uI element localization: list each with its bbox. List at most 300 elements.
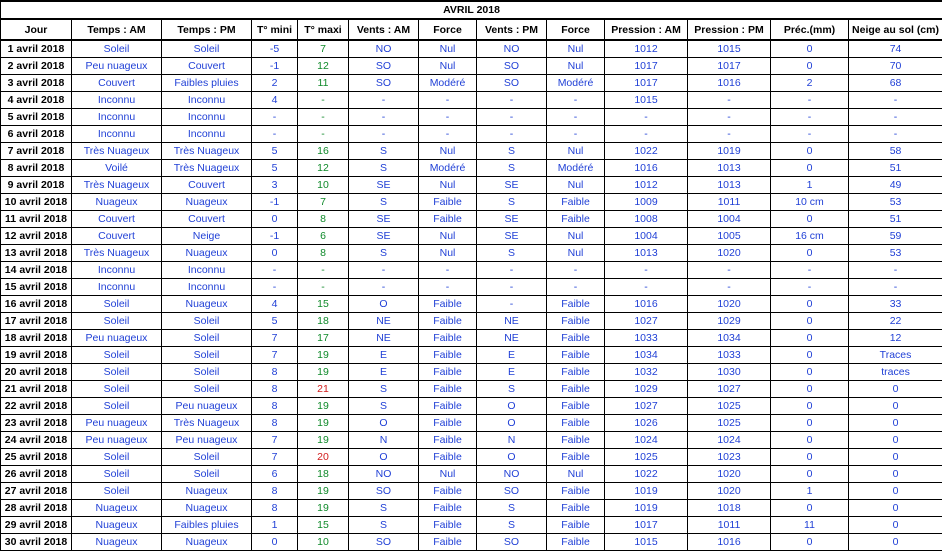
- cell-force-pm: Modéré: [547, 75, 605, 92]
- cell-force-pm: Faible: [547, 194, 605, 211]
- cell-wind-pm: SO: [477, 483, 547, 500]
- cell-force-am: Modéré: [419, 160, 477, 177]
- cell-precip: -: [771, 279, 849, 296]
- cell-pressure-am: 1015: [605, 92, 688, 109]
- cell-weather-pm: Faibles pluies: [162, 517, 252, 534]
- cell-force-am: Faible: [419, 432, 477, 449]
- cell-day: 13 avril 2018: [1, 245, 72, 262]
- cell-wind-am: NO: [349, 40, 419, 58]
- cell-wind-pm: NO: [477, 40, 547, 58]
- cell-temp-min: -: [252, 262, 298, 279]
- cell-pressure-am: 1032: [605, 364, 688, 381]
- cell-pressure-am: 1016: [605, 296, 688, 313]
- cell-pressure-pm: 1016: [688, 534, 771, 551]
- cell-pressure-pm: -: [688, 279, 771, 296]
- cell-temp-max: -: [298, 109, 349, 126]
- cell-force-pm: -: [547, 262, 605, 279]
- cell-wind-pm: O: [477, 415, 547, 432]
- cell-wind-pm: NE: [477, 313, 547, 330]
- cell-snow: 0: [849, 449, 942, 466]
- cell-wind-am: -: [349, 126, 419, 143]
- cell-force-am: Nul: [419, 58, 477, 75]
- cell-snow: 68: [849, 75, 942, 92]
- cell-day: 7 avril 2018: [1, 143, 72, 160]
- table-row: [1, 483, 942, 500]
- cell-force-pm: -: [547, 126, 605, 143]
- cell-snow: -: [849, 92, 942, 109]
- cell-temp-max: 8: [298, 245, 349, 262]
- cell-wind-am: SO: [349, 534, 419, 551]
- cell-wind-pm: S: [477, 245, 547, 262]
- table-row: [1, 381, 942, 398]
- table-row: [1, 160, 942, 177]
- cell-temp-max: 8: [298, 211, 349, 228]
- cell-pressure-pm: 1004: [688, 211, 771, 228]
- cell-force-pm: Faible: [547, 432, 605, 449]
- cell-weather-am: Voilé: [72, 160, 162, 177]
- cell-precip: -: [771, 262, 849, 279]
- cell-temp-min: 8: [252, 364, 298, 381]
- cell-temp-max: -: [298, 92, 349, 109]
- cell-force-am: Faible: [419, 415, 477, 432]
- cell-wind-pm: E: [477, 364, 547, 381]
- cell-precip: 0: [771, 500, 849, 517]
- cell-temp-max: 12: [298, 58, 349, 75]
- cell-temp-min: 5: [252, 143, 298, 160]
- cell-force-am: -: [419, 109, 477, 126]
- cell-snow: 74: [849, 40, 942, 58]
- cell-weather-am: Couvert: [72, 228, 162, 245]
- cell-weather-am: Nuageux: [72, 500, 162, 517]
- cell-pressure-pm: 1005: [688, 228, 771, 245]
- cell-precip: 16 cm: [771, 228, 849, 245]
- table-row: [1, 449, 942, 466]
- cell-pressure-am: -: [605, 126, 688, 143]
- cell-force-pm: -: [547, 279, 605, 296]
- cell-wind-pm: SE: [477, 228, 547, 245]
- cell-force-pm: Faible: [547, 534, 605, 551]
- cell-pressure-am: -: [605, 262, 688, 279]
- cell-temp-min: 7: [252, 330, 298, 347]
- table-row: [1, 534, 942, 551]
- cell-weather-am: Soleil: [72, 381, 162, 398]
- cell-weather-am: Très Nuageux: [72, 143, 162, 160]
- cell-wind-am: NE: [349, 330, 419, 347]
- header-weather-pm: Temps : PM: [162, 19, 252, 40]
- cell-day: 6 avril 2018: [1, 126, 72, 143]
- cell-precip: 0: [771, 160, 849, 177]
- cell-snow: 0: [849, 398, 942, 415]
- cell-pressure-pm: -: [688, 92, 771, 109]
- cell-weather-pm: Nuageux: [162, 245, 252, 262]
- cell-wind-pm: -: [477, 109, 547, 126]
- cell-snow: 12: [849, 330, 942, 347]
- cell-pressure-am: 1027: [605, 313, 688, 330]
- cell-temp-max: 15: [298, 517, 349, 534]
- cell-force-pm: Faible: [547, 381, 605, 398]
- cell-pressure-am: 1024: [605, 432, 688, 449]
- cell-wind-am: SE: [349, 228, 419, 245]
- cell-weather-pm: Inconnu: [162, 109, 252, 126]
- cell-force-pm: Nul: [547, 40, 605, 58]
- cell-temp-max: 10: [298, 177, 349, 194]
- cell-wind-pm: S: [477, 381, 547, 398]
- table-row: [1, 415, 942, 432]
- cell-force-pm: Faible: [547, 483, 605, 500]
- cell-day: 20 avril 2018: [1, 364, 72, 381]
- cell-pressure-pm: 1016: [688, 75, 771, 92]
- cell-precip: 11: [771, 517, 849, 534]
- cell-wind-pm: SE: [477, 211, 547, 228]
- cell-temp-min: 4: [252, 92, 298, 109]
- cell-weather-pm: Très Nuageux: [162, 160, 252, 177]
- cell-snow: 0: [849, 483, 942, 500]
- cell-temp-max: 6: [298, 228, 349, 245]
- cell-weather-am: Soleil: [72, 40, 162, 58]
- cell-pressure-am: 1009: [605, 194, 688, 211]
- cell-force-pm: Nul: [547, 177, 605, 194]
- cell-wind-pm: -: [477, 126, 547, 143]
- cell-wind-am: S: [349, 143, 419, 160]
- table-row: [1, 330, 942, 347]
- cell-day: 22 avril 2018: [1, 398, 72, 415]
- cell-wind-am: S: [349, 245, 419, 262]
- cell-precip: 0: [771, 347, 849, 364]
- cell-pressure-am: 1033: [605, 330, 688, 347]
- cell-pressure-am: -: [605, 279, 688, 296]
- cell-temp-max: 11: [298, 75, 349, 92]
- cell-weather-pm: Inconnu: [162, 92, 252, 109]
- cell-day: 28 avril 2018: [1, 500, 72, 517]
- cell-pressure-pm: 1020: [688, 466, 771, 483]
- cell-snow: 0: [849, 500, 942, 517]
- cell-pressure-am: 1017: [605, 58, 688, 75]
- cell-temp-min: 8: [252, 415, 298, 432]
- cell-weather-am: Nuageux: [72, 517, 162, 534]
- cell-wind-am: -: [349, 279, 419, 296]
- cell-force-am: Faible: [419, 449, 477, 466]
- header-temp-max: T° maxi: [298, 19, 349, 40]
- cell-pressure-am: 1026: [605, 415, 688, 432]
- cell-temp-max: 19: [298, 347, 349, 364]
- cell-temp-min: 8: [252, 398, 298, 415]
- cell-weather-pm: Soleil: [162, 364, 252, 381]
- table-row: [1, 75, 942, 92]
- cell-pressure-am: -: [605, 109, 688, 126]
- cell-precip: 0: [771, 211, 849, 228]
- cell-temp-min: 0: [252, 211, 298, 228]
- cell-precip: -: [771, 92, 849, 109]
- cell-force-pm: Nul: [547, 58, 605, 75]
- cell-day: 15 avril 2018: [1, 279, 72, 296]
- cell-wind-am: E: [349, 347, 419, 364]
- cell-pressure-pm: -: [688, 262, 771, 279]
- cell-wind-am: -: [349, 262, 419, 279]
- cell-pressure-am: 1034: [605, 347, 688, 364]
- table-row: [1, 313, 942, 330]
- cell-force-am: Faible: [419, 296, 477, 313]
- cell-pressure-pm: 1020: [688, 483, 771, 500]
- cell-force-pm: Faible: [547, 313, 605, 330]
- cell-pressure-pm: 1015: [688, 40, 771, 58]
- cell-wind-pm: O: [477, 449, 547, 466]
- header-weather-am: Temps : AM: [72, 19, 162, 40]
- cell-precip: 2: [771, 75, 849, 92]
- cell-weather-am: Inconnu: [72, 262, 162, 279]
- cell-temp-min: 7: [252, 432, 298, 449]
- cell-wind-am: S: [349, 500, 419, 517]
- cell-weather-am: Couvert: [72, 211, 162, 228]
- cell-temp-min: -: [252, 279, 298, 296]
- cell-force-am: Nul: [419, 40, 477, 58]
- cell-pressure-pm: 1023: [688, 449, 771, 466]
- cell-weather-am: Inconnu: [72, 126, 162, 143]
- cell-pressure-pm: -: [688, 126, 771, 143]
- cell-temp-min: -1: [252, 194, 298, 211]
- header-precip: Préc.(mm): [771, 19, 849, 40]
- cell-precip: 0: [771, 364, 849, 381]
- cell-force-pm: Faible: [547, 330, 605, 347]
- cell-temp-min: 4: [252, 296, 298, 313]
- cell-pressure-am: 1019: [605, 483, 688, 500]
- cell-weather-am: Peu nuageux: [72, 432, 162, 449]
- cell-weather-pm: Soleil: [162, 313, 252, 330]
- cell-day: 16 avril 2018: [1, 296, 72, 313]
- cell-pressure-am: 1022: [605, 466, 688, 483]
- cell-precip: 10 cm: [771, 194, 849, 211]
- cell-day: 21 avril 2018: [1, 381, 72, 398]
- cell-snow: -: [849, 126, 942, 143]
- cell-force-am: Faible: [419, 534, 477, 551]
- cell-wind-am: S: [349, 160, 419, 177]
- cell-precip: 0: [771, 466, 849, 483]
- cell-wind-am: -: [349, 109, 419, 126]
- cell-wind-am: -: [349, 92, 419, 109]
- cell-weather-am: Inconnu: [72, 279, 162, 296]
- cell-snow: 49: [849, 177, 942, 194]
- cell-force-pm: Nul: [547, 245, 605, 262]
- cell-force-pm: Faible: [547, 449, 605, 466]
- header-wind-pm: Vents : PM: [477, 19, 547, 40]
- cell-force-am: Nul: [419, 245, 477, 262]
- cell-pressure-pm: 1020: [688, 245, 771, 262]
- cell-precip: -: [771, 109, 849, 126]
- cell-wind-pm: SO: [477, 75, 547, 92]
- header-force-am: Force: [419, 19, 477, 40]
- cell-temp-min: 0: [252, 534, 298, 551]
- cell-snow: 0: [849, 415, 942, 432]
- cell-pressure-pm: 1025: [688, 415, 771, 432]
- cell-pressure-am: 1025: [605, 449, 688, 466]
- cell-weather-pm: Très Nuageux: [162, 415, 252, 432]
- table-row: [1, 296, 942, 313]
- cell-weather-am: Très Nuageux: [72, 177, 162, 194]
- cell-temp-max: 19: [298, 398, 349, 415]
- header-day: Jour: [1, 19, 72, 40]
- cell-weather-am: Peu nuageux: [72, 58, 162, 75]
- cell-temp-max: 19: [298, 483, 349, 500]
- cell-force-pm: Faible: [547, 398, 605, 415]
- cell-temp-max: 17: [298, 330, 349, 347]
- cell-snow: traces: [849, 364, 942, 381]
- cell-weather-pm: Couvert: [162, 211, 252, 228]
- cell-temp-min: 5: [252, 160, 298, 177]
- cell-temp-max: 19: [298, 432, 349, 449]
- cell-temp-max: 21: [298, 381, 349, 398]
- cell-snow: -: [849, 262, 942, 279]
- cell-snow: 0: [849, 466, 942, 483]
- cell-temp-max: -: [298, 126, 349, 143]
- cell-pressure-am: 1012: [605, 177, 688, 194]
- cell-weather-pm: Nuageux: [162, 296, 252, 313]
- cell-pressure-pm: 1013: [688, 177, 771, 194]
- cell-day: 5 avril 2018: [1, 109, 72, 126]
- cell-weather-am: Peu nuageux: [72, 330, 162, 347]
- cell-wind-am: SO: [349, 58, 419, 75]
- cell-snow: 51: [849, 211, 942, 228]
- cell-weather-am: Soleil: [72, 313, 162, 330]
- cell-snow: 0: [849, 534, 942, 551]
- cell-snow: 0: [849, 381, 942, 398]
- cell-day: 23 avril 2018: [1, 415, 72, 432]
- cell-precip: -: [771, 126, 849, 143]
- cell-wind-am: SO: [349, 75, 419, 92]
- cell-weather-pm: Soleil: [162, 40, 252, 58]
- cell-force-pm: Faible: [547, 415, 605, 432]
- cell-force-am: -: [419, 262, 477, 279]
- table-row: [1, 500, 942, 517]
- cell-temp-max: 18: [298, 466, 349, 483]
- cell-pressure-am: 1016: [605, 160, 688, 177]
- cell-precip: 0: [771, 143, 849, 160]
- cell-pressure-pm: 1034: [688, 330, 771, 347]
- cell-pressure-pm: 1017: [688, 58, 771, 75]
- cell-force-am: Faible: [419, 313, 477, 330]
- cell-snow: 22: [849, 313, 942, 330]
- table-row: [1, 211, 942, 228]
- cell-weather-am: Couvert: [72, 75, 162, 92]
- cell-force-am: Nul: [419, 177, 477, 194]
- cell-pressure-pm: 1033: [688, 347, 771, 364]
- cell-pressure-pm: 1018: [688, 500, 771, 517]
- cell-wind-am: S: [349, 381, 419, 398]
- cell-snow: 33: [849, 296, 942, 313]
- cell-wind-pm: NE: [477, 330, 547, 347]
- cell-temp-max: 19: [298, 415, 349, 432]
- table-row: [1, 126, 942, 143]
- table-row: [1, 143, 942, 160]
- cell-force-pm: Faible: [547, 296, 605, 313]
- cell-pressure-am: 1015: [605, 534, 688, 551]
- cell-force-am: Faible: [419, 500, 477, 517]
- title-row: [1, 1, 942, 19]
- cell-day: 12 avril 2018: [1, 228, 72, 245]
- table-row: [1, 194, 942, 211]
- cell-day: 26 avril 2018: [1, 466, 72, 483]
- table-row: [1, 245, 942, 262]
- cell-weather-pm: Couvert: [162, 58, 252, 75]
- cell-day: 18 avril 2018: [1, 330, 72, 347]
- cell-wind-pm: S: [477, 160, 547, 177]
- cell-weather-am: Soleil: [72, 483, 162, 500]
- cell-day: 2 avril 2018: [1, 58, 72, 75]
- cell-wind-pm: S: [477, 194, 547, 211]
- cell-weather-pm: Très Nuageux: [162, 143, 252, 160]
- cell-weather-am: Soleil: [72, 347, 162, 364]
- cell-weather-pm: Soleil: [162, 449, 252, 466]
- table-row: [1, 92, 942, 109]
- cell-wind-pm: SO: [477, 534, 547, 551]
- cell-weather-am: Soleil: [72, 449, 162, 466]
- cell-force-am: Modéré: [419, 75, 477, 92]
- cell-temp-max: -: [298, 262, 349, 279]
- cell-snow: 53: [849, 194, 942, 211]
- cell-wind-pm: E: [477, 347, 547, 364]
- cell-weather-pm: Peu nuageux: [162, 398, 252, 415]
- cell-force-am: Nul: [419, 466, 477, 483]
- cell-day: 11 avril 2018: [1, 211, 72, 228]
- cell-force-pm: Nul: [547, 466, 605, 483]
- cell-pressure-pm: -: [688, 109, 771, 126]
- cell-weather-pm: Peu nuageux: [162, 432, 252, 449]
- cell-pressure-am: 1013: [605, 245, 688, 262]
- table-row: [1, 347, 942, 364]
- cell-day: 8 avril 2018: [1, 160, 72, 177]
- table-row: [1, 177, 942, 194]
- cell-weather-pm: Soleil: [162, 466, 252, 483]
- cell-temp-min: 8: [252, 500, 298, 517]
- cell-wind-am: S: [349, 517, 419, 534]
- cell-temp-min: 5: [252, 313, 298, 330]
- table-row: [1, 466, 942, 483]
- cell-wind-pm: S: [477, 517, 547, 534]
- cell-day: 29 avril 2018: [1, 517, 72, 534]
- table-row: [1, 109, 942, 126]
- cell-pressure-am: 1019: [605, 500, 688, 517]
- cell-weather-pm: Faibles pluies: [162, 75, 252, 92]
- cell-wind-am: O: [349, 296, 419, 313]
- table-row: [1, 262, 942, 279]
- cell-weather-pm: Soleil: [162, 381, 252, 398]
- cell-day: 30 avril 2018: [1, 534, 72, 551]
- header-pressure-pm: Pression : PM: [688, 19, 771, 40]
- cell-day: 14 avril 2018: [1, 262, 72, 279]
- cell-temp-max: 19: [298, 364, 349, 381]
- cell-force-am: Nul: [419, 143, 477, 160]
- cell-weather-am: Inconnu: [72, 92, 162, 109]
- cell-temp-max: 20: [298, 449, 349, 466]
- cell-snow: 0: [849, 517, 942, 534]
- table-row: [1, 58, 942, 75]
- cell-precip: 0: [771, 534, 849, 551]
- cell-snow: -: [849, 109, 942, 126]
- cell-temp-min: -1: [252, 228, 298, 245]
- cell-day: 19 avril 2018: [1, 347, 72, 364]
- cell-pressure-pm: 1013: [688, 160, 771, 177]
- cell-snow: 51: [849, 160, 942, 177]
- cell-weather-pm: Soleil: [162, 330, 252, 347]
- cell-pressure-pm: 1020: [688, 296, 771, 313]
- cell-precip: 0: [771, 415, 849, 432]
- cell-force-pm: Faible: [547, 500, 605, 517]
- cell-temp-min: 3: [252, 177, 298, 194]
- cell-force-pm: -: [547, 92, 605, 109]
- cell-snow: Traces: [849, 347, 942, 364]
- cell-precip: 0: [771, 245, 849, 262]
- cell-temp-min: 2: [252, 75, 298, 92]
- cell-precip: 0: [771, 330, 849, 347]
- cell-precip: 0: [771, 58, 849, 75]
